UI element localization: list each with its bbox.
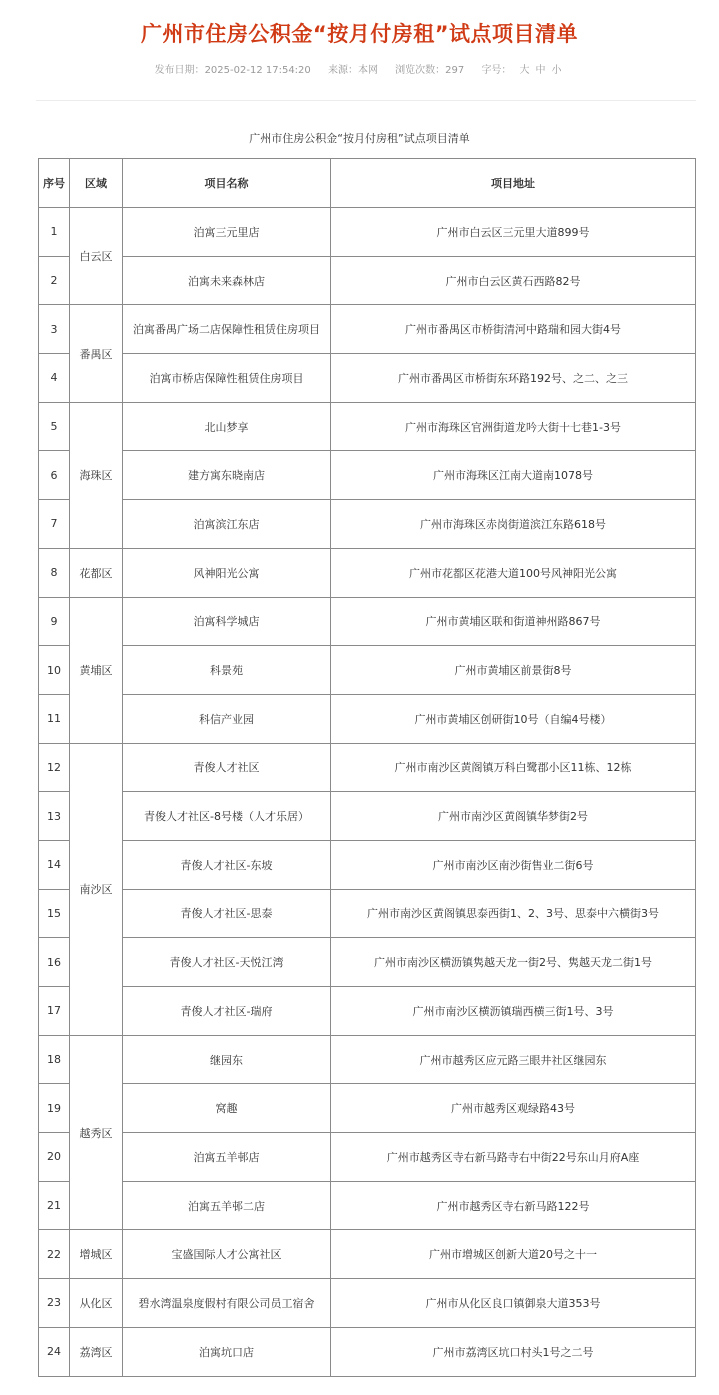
table-row [39, 743, 696, 792]
cell-district: 越秀区 [70, 1035, 123, 1230]
cell-project-name: 泊寓科学城店 [123, 597, 331, 646]
cell-project-name: 窝趣 [123, 1084, 331, 1133]
cell-project-name: 青俊人才社区-瑞府 [123, 987, 331, 1036]
source-label: 来源： [327, 65, 358, 76]
cell-project-address: 广州市越秀区寺右新马路122号 [331, 1181, 696, 1230]
source [328, 65, 378, 76]
table-row [39, 1035, 696, 1084]
table-row [39, 1327, 696, 1376]
cell-project-address: 广州市越秀区观绿路43号 [331, 1084, 696, 1133]
cell-project-address: 广州市从化区良口镇御泉大道353号 [331, 1279, 696, 1328]
table-row [39, 402, 696, 451]
cell-project-name: 青俊人才社区-思泰 [123, 889, 331, 938]
cell-index: 16 [39, 938, 70, 987]
table-row [39, 208, 696, 257]
cell-project-address: 广州市白云区黄石西路82号 [331, 256, 696, 305]
header-index: 序号 [39, 159, 70, 208]
cell-project-name: 宝盛国际人才公寓社区 [123, 1230, 331, 1279]
cell-district: 白云区 [70, 208, 123, 305]
header-project-name: 项目名称 [123, 159, 331, 208]
cell-index: 3 [39, 305, 70, 354]
font-size-small-button[interactable]: 小 [551, 65, 562, 76]
cell-district: 从化区 [70, 1279, 123, 1328]
table-row [39, 305, 696, 354]
header-project-address: 项目地址 [331, 159, 696, 208]
cell-project-name: 建方寓东晓南店 [123, 451, 331, 500]
publish-date-value: 2025-02-12 17:54:20 [204, 65, 311, 76]
table-row [39, 938, 696, 987]
cell-district: 荔湾区 [70, 1327, 123, 1376]
cell-index: 9 [39, 597, 70, 646]
table-body [39, 208, 696, 1377]
cell-project-address: 广州市海珠区官洲街道龙吟大街十七巷1-3号 [331, 402, 696, 451]
cell-index: 2 [39, 256, 70, 305]
cell-project-name: 科景苑 [123, 646, 331, 695]
cell-project-name: 泊寓五羊邨二店 [123, 1181, 331, 1230]
cell-project-address: 广州市海珠区江南大道南1078号 [331, 451, 696, 500]
cell-project-name: 泊寓五羊邨店 [123, 1133, 331, 1182]
table-row [39, 500, 696, 549]
table-row [39, 889, 696, 938]
table-row [39, 840, 696, 889]
cell-index: 17 [39, 987, 70, 1036]
view-count [395, 65, 464, 76]
cell-project-address: 广州市南沙区横沥镇隽越天龙一街2号、隽越天龙二街1号 [331, 938, 696, 987]
table-row [39, 792, 696, 841]
cell-project-name: 泊寓三元里店 [123, 208, 331, 257]
cell-index: 12 [39, 743, 70, 792]
cell-project-address: 广州市南沙区南沙街售业二街6号 [331, 840, 696, 889]
cell-index: 4 [39, 354, 70, 403]
cell-index: 7 [39, 500, 70, 549]
article-meta [0, 61, 719, 76]
cell-project-name: 泊寓滨江东店 [123, 500, 331, 549]
cell-project-name: 青俊人才社区-东坡 [123, 840, 331, 889]
cell-index: 15 [39, 889, 70, 938]
table-row [39, 548, 696, 597]
font-size-medium-button[interactable]: 中 [535, 65, 546, 76]
cell-index: 23 [39, 1279, 70, 1328]
table-row [39, 597, 696, 646]
table-row [39, 1084, 696, 1133]
cell-project-name: 风神阳光公寓 [123, 548, 331, 597]
table-row [39, 451, 696, 500]
header-district: 区域 [70, 159, 123, 208]
cell-index: 18 [39, 1035, 70, 1084]
cell-project-address: 广州市黄埔区创研街10号（自编4号楼） [331, 694, 696, 743]
title-divider [36, 100, 696, 101]
table-caption: 广州市住房公积金“按月付房租”试点项目清单 [249, 132, 470, 145]
font-size-controls [481, 65, 564, 76]
cell-project-address: 广州市荔湾区坑口村头1号之二号 [331, 1327, 696, 1376]
cell-index: 5 [39, 402, 70, 451]
cell-project-name: 泊寓市桥店保障性租赁住房项目 [123, 354, 331, 403]
table-row [39, 987, 696, 1036]
table-header-row [39, 159, 696, 208]
table-row [39, 646, 696, 695]
view-count-value: 297 [445, 65, 465, 76]
cell-project-name: 科信产业园 [123, 694, 331, 743]
cell-district: 增城区 [70, 1230, 123, 1279]
cell-district: 南沙区 [70, 743, 123, 1035]
cell-district: 海珠区 [70, 402, 123, 548]
table-row [39, 1133, 696, 1182]
cell-project-address: 广州市番禺区市桥街清河中路瑞和园大街4号 [331, 305, 696, 354]
cell-project-address: 广州市花都区花港大道100号风神阳光公寓 [331, 548, 696, 597]
cell-index: 22 [39, 1230, 70, 1279]
table-row [39, 694, 696, 743]
cell-index: 13 [39, 792, 70, 841]
cell-project-address: 广州市南沙区黄阁镇华梦街2号 [331, 792, 696, 841]
cell-project-name: 北山梦享 [123, 402, 331, 451]
cell-project-name: 泊寓番禺广场二店保障性租赁住房项目 [123, 305, 331, 354]
cell-project-name: 碧水湾温泉度假村有限公司员工宿舍 [123, 1279, 331, 1328]
cell-index: 24 [39, 1327, 70, 1376]
cell-project-address: 广州市越秀区寺右新马路寺右中街22号东山月府A座 [331, 1133, 696, 1182]
table-row [39, 1279, 696, 1328]
cell-index: 11 [39, 694, 70, 743]
cell-index: 14 [39, 840, 70, 889]
project-table [38, 158, 696, 1377]
cell-project-address: 广州市南沙区横沥镇瑞西横三街1号、3号 [331, 987, 696, 1036]
cell-project-name: 继园东 [123, 1035, 331, 1084]
cell-index: 10 [39, 646, 70, 695]
cell-index: 1 [39, 208, 70, 257]
cell-project-name: 泊寓坑口店 [123, 1327, 331, 1376]
cell-district: 花都区 [70, 548, 123, 597]
cell-project-name: 青俊人才社区 [123, 743, 331, 792]
cell-project-address: 广州市黄埔区前景街8号 [331, 646, 696, 695]
view-count-label: 浏览次数： [395, 65, 446, 76]
cell-index: 21 [39, 1181, 70, 1230]
table-row [39, 1181, 696, 1230]
cell-project-address: 广州市黄埔区联和街道神州路867号 [331, 597, 696, 646]
table-row [39, 256, 696, 305]
cell-project-name: 泊寓未来森林店 [123, 256, 331, 305]
cell-index: 8 [39, 548, 70, 597]
cell-index: 19 [39, 1084, 70, 1133]
cell-index: 6 [39, 451, 70, 500]
cell-project-address: 广州市越秀区应元路三眼井社区继园东 [331, 1035, 696, 1084]
cell-project-address: 广州市白云区三元里大道899号 [331, 208, 696, 257]
font-size-large-button[interactable]: 大 [519, 65, 530, 76]
table-row [39, 354, 696, 403]
cell-project-address: 广州市增城区创新大道20号之十一 [331, 1230, 696, 1279]
cell-project-name: 青俊人才社区-8号楼（人才乐居） [123, 792, 331, 841]
cell-project-address: 广州市南沙区黄阁镇万科白鹭郡小区11栋、12栋 [331, 743, 696, 792]
table-row [39, 1230, 696, 1279]
cell-project-address: 广州市番禺区市桥街东环路192号、之二、之三 [331, 354, 696, 403]
source-value: 本网 [357, 65, 378, 76]
cell-district: 黄埔区 [70, 597, 123, 743]
cell-index: 20 [39, 1133, 70, 1182]
cell-project-address: 广州市海珠区赤岗街道滨江东路618号 [331, 500, 696, 549]
article-title: 广州市住房公积金“按月付房租”试点项目清单 [140, 22, 579, 46]
publish-date [155, 65, 311, 76]
font-size-label: 字号： [481, 65, 512, 76]
cell-district: 番禺区 [70, 305, 123, 402]
cell-project-name: 青俊人才社区-天悦江湾 [123, 938, 331, 987]
publish-date-label: 发布日期： [154, 65, 205, 76]
cell-project-address: 广州市南沙区黄阁镇思泰西街1、2、3号、思泰中六横街3号 [331, 889, 696, 938]
